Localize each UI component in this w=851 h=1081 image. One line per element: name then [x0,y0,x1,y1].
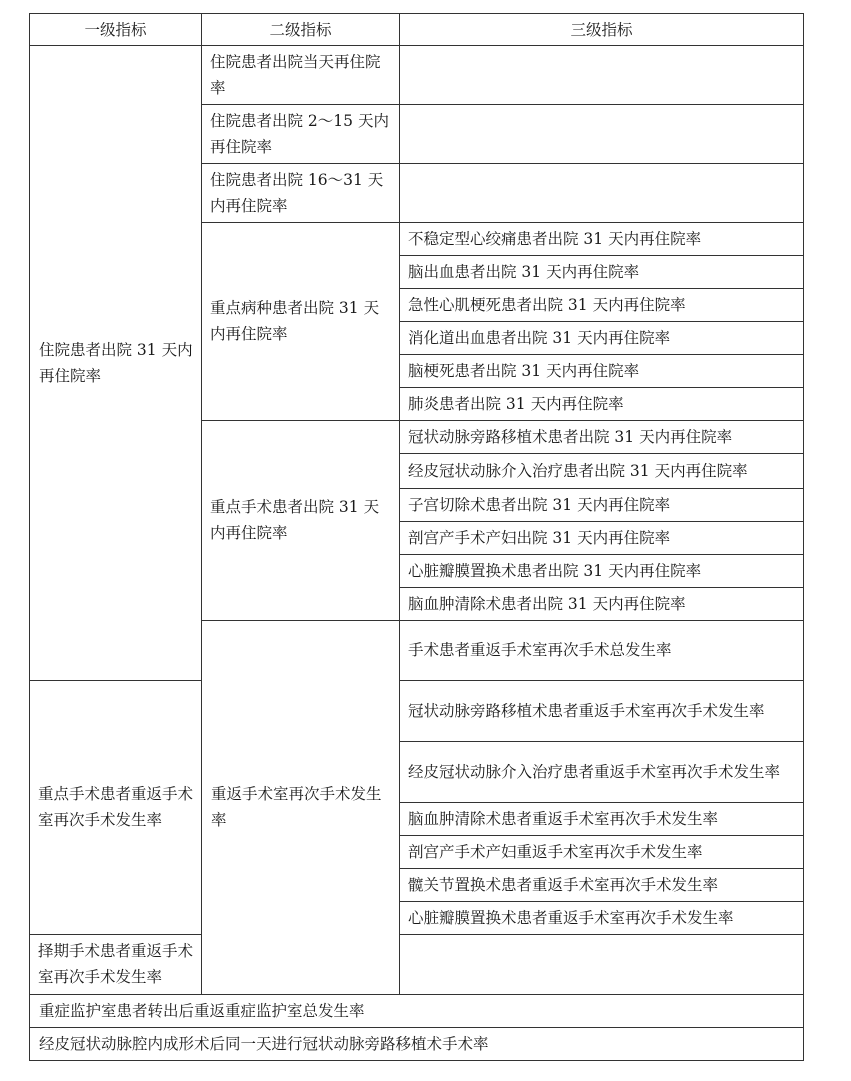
level3-item: 不稳定型心绞痛患者出院 31 天内再住院率 [400,223,804,256]
level3-item: 心脏瓣膜置换术患者出院 31 天内再住院率 [400,555,804,588]
level3-item: 髋关节置换术患者重返手术室再次手术发生率 [400,869,804,902]
level3-item: 消化道出血患者出院 31 天内再住院率 [400,322,804,355]
pci-same-day-cabg-row: 经皮冠状动脉腔内成形术后同一天进行冠状动脉旁路移植术手术率 [30,1028,804,1061]
table-row [30,681,804,742]
level1-readmission: 住院患者出院 31 天内再住院率 [30,46,202,681]
level2-same-day: 住院患者出院当天再住院率 [202,46,400,105]
level3-empty [400,46,804,105]
level3-item: 脑血肿清除术患者重返手术室再次手术发生率 [400,803,804,836]
table-row [30,995,804,1028]
header-level2: 二级指标 [202,14,400,46]
level3-item: 冠状动脉旁路移植术患者重返手术室再次手术发生率 [400,681,804,742]
level2-reop-elective: 择期手术患者重返手术室再次手术发生率 [30,935,202,995]
level3-item: 脑梗死患者出院 31 天内再住院率 [400,355,804,388]
icu-return-rate-row: 重症监护室患者转出后重返重症监护室总发生率 [30,995,804,1028]
level3-item: 剖宫产手术产妇重返手术室再次手术发生率 [400,836,804,869]
level3-empty [400,105,804,164]
level1-reoperation: 重返手术室再次手术发生率 [202,621,400,995]
level3-item: 心脏瓣膜置换术患者重返手术室再次手术发生率 [400,902,804,935]
level3-item: 脑血肿清除术患者出院 31 天内再住院率 [400,588,804,621]
level3-item: 急性心肌梗死患者出院 31 天内再住院率 [400,289,804,322]
indicator-table [29,13,804,1061]
table-row [30,46,804,105]
level3-item: 脑出血患者出院 31 天内再住院率 [400,256,804,289]
level3-item: 剖宫产手术产妇出院 31 天内再住院率 [400,522,804,555]
header-level1: 一级指标 [30,14,202,46]
level2-key-surgery: 重点手术患者出院 31 天内再住院率 [202,421,400,621]
level3-item: 冠状动脉旁路移植术患者出院 31 天内再住院率 [400,421,804,454]
level2-reop-key-surgery: 重点手术患者重返手术室再次手术发生率 [30,681,202,935]
header-row [30,14,804,46]
level3-item: 子宫切除术患者出院 31 天内再住院率 [400,489,804,522]
level3-empty [400,935,804,995]
table-row [30,935,804,995]
level2-2-15-days: 住院患者出院 2～15 天内再住院率 [202,105,400,164]
table-row [30,1028,804,1061]
level2-reop-total: 手术患者重返手术室再次手术总发生率 [400,621,804,681]
level2-key-disease: 重点病种患者出院 31 天内再住院率 [202,223,400,421]
level3-item: 肺炎患者出院 31 天内再住院率 [400,388,804,421]
level3-empty [400,164,804,223]
level3-item: 经皮冠状动脉介入治疗患者重返手术室再次手术发生率 [400,742,804,803]
level3-item: 经皮冠状动脉介入治疗患者出院 31 天内再住院率 [400,454,804,489]
header-level3: 三级指标 [400,14,804,46]
level2-16-31-days: 住院患者出院 16～31 天内再住院率 [202,164,400,223]
